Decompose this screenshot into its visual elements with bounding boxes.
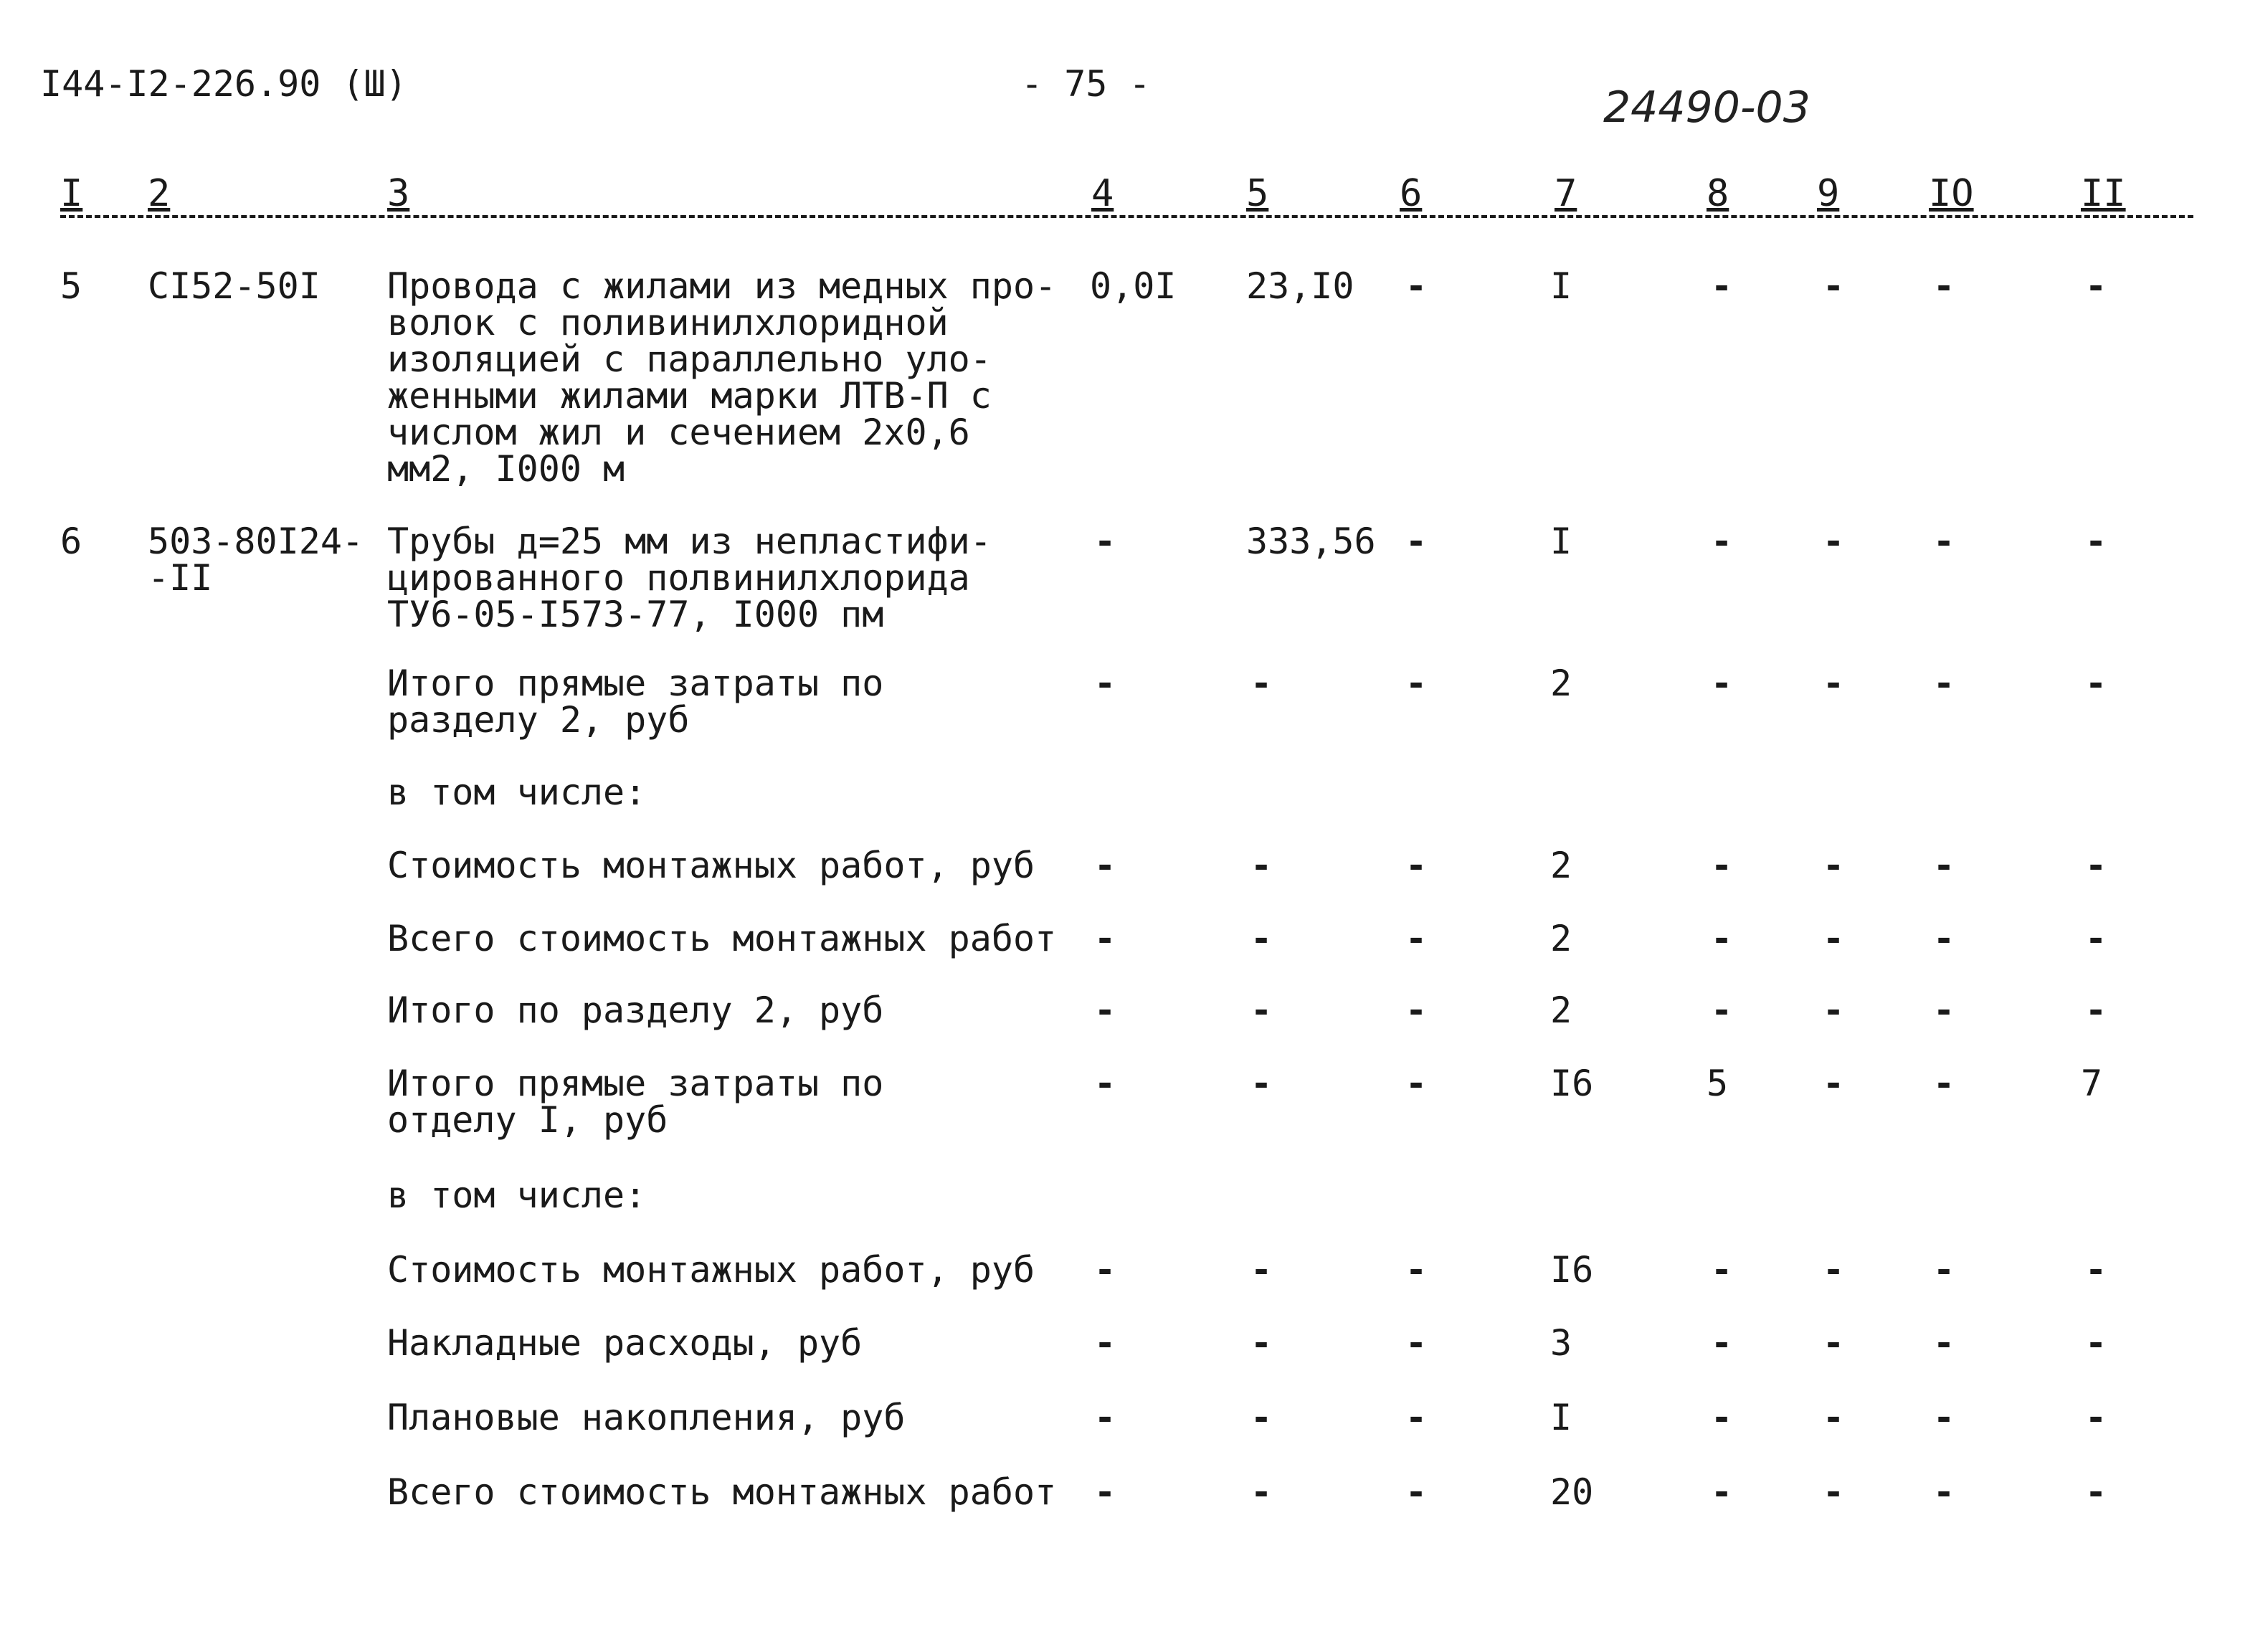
- empty-value-dash: -: [1933, 1397, 1955, 1438]
- empty-value-dash: -: [1250, 989, 1273, 1031]
- value-cell: 3: [1550, 1322, 1572, 1364]
- empty-value-dash: -: [1250, 663, 1273, 704]
- value-cell: I: [1550, 521, 1572, 562]
- item-description: Итого прямые затраты по отделу I, руб: [387, 1063, 884, 1141]
- empty-value-dash: -: [2085, 1249, 2107, 1291]
- empty-value-dash: -: [2085, 989, 2107, 1031]
- item-description: Провода с жилами из медных про- волок с поливинилхлоридной изоляцией с параллельно уло- женными жилами марки ЛТВ-П с числом жил и сечением 2х0,6 мм2, I000 м: [387, 265, 1057, 490]
- column-header: 8: [1707, 172, 1729, 215]
- item-code: 503-80I24- -II: [148, 521, 364, 599]
- item-code: CI52-50I: [148, 265, 321, 307]
- empty-value-dash: -: [1711, 1397, 1733, 1438]
- value-cell: 2: [1550, 989, 1572, 1031]
- document-code: I44-I2-226.90 (Ш): [40, 63, 407, 105]
- column-header: 4: [1091, 172, 1114, 215]
- item-description: Плановые накопления, руб: [387, 1397, 906, 1438]
- empty-value-dash: -: [1823, 1322, 1845, 1364]
- empty-value-dash: -: [1711, 663, 1733, 704]
- empty-value-dash: -: [1823, 521, 1845, 562]
- empty-value-dash: -: [1711, 265, 1733, 307]
- value-cell: 20: [1550, 1471, 1594, 1513]
- empty-value-dash: -: [2085, 663, 2107, 704]
- empty-value-dash: -: [2085, 845, 2107, 886]
- empty-value-dash: -: [2085, 918, 2107, 959]
- empty-value-dash: -: [1094, 521, 1116, 562]
- empty-value-dash: -: [1405, 845, 1428, 886]
- empty-value-dash: -: [1933, 845, 1955, 886]
- empty-value-dash: -: [1933, 1471, 1955, 1513]
- empty-value-dash: -: [1405, 521, 1428, 562]
- empty-value-dash: -: [1823, 1471, 1845, 1513]
- item-description: Накладные расходы, руб: [387, 1322, 863, 1364]
- empty-value-dash: -: [1405, 918, 1428, 959]
- empty-value-dash: -: [1094, 1397, 1116, 1438]
- value-cell: 23,I0: [1246, 265, 1354, 307]
- column-header: 2: [148, 172, 171, 215]
- empty-value-dash: -: [1405, 265, 1428, 307]
- empty-value-dash: -: [1405, 1249, 1428, 1291]
- item-description: Итого по разделу 2, руб: [387, 989, 884, 1031]
- empty-value-dash: -: [1933, 1322, 1955, 1364]
- empty-value-dash: -: [1823, 663, 1845, 704]
- empty-value-dash: -: [1823, 265, 1845, 307]
- empty-value-dash: -: [1094, 1322, 1116, 1364]
- column-header: 6: [1400, 172, 1423, 215]
- column-header: I: [60, 172, 83, 215]
- empty-value-dash: -: [2085, 521, 2107, 562]
- empty-value-dash: -: [1250, 1471, 1273, 1513]
- empty-value-dash: -: [1094, 845, 1116, 886]
- handwritten-stamp: 24490-03: [1603, 82, 1810, 133]
- empty-value-dash: -: [1933, 918, 1955, 959]
- empty-value-dash: -: [1711, 1322, 1733, 1364]
- empty-value-dash: -: [1405, 1471, 1428, 1513]
- empty-value-dash: -: [1405, 989, 1428, 1031]
- empty-value-dash: -: [1823, 918, 1845, 959]
- item-description: Стоимость монтажных работ, руб: [387, 845, 1035, 886]
- empty-value-dash: -: [1823, 1397, 1845, 1438]
- empty-value-dash: -: [1094, 918, 1116, 959]
- empty-value-dash: -: [1823, 1249, 1845, 1291]
- column-header: II: [2081, 172, 2126, 215]
- value-cell: I: [1550, 1397, 1572, 1438]
- empty-value-dash: -: [1094, 1063, 1116, 1104]
- empty-value-dash: -: [1711, 1249, 1733, 1291]
- empty-value-dash: -: [1711, 989, 1733, 1031]
- item-description: Всего стоимость монтажных работ: [387, 918, 1057, 959]
- empty-value-dash: -: [1094, 1471, 1116, 1513]
- empty-value-dash: -: [1711, 521, 1733, 562]
- item-description: Трубы д=25 мм из непластифи- цированного полвинилхлорида ТУ6-05-I573-77, I000 пм: [387, 521, 992, 635]
- item-description: в том числе:: [387, 1174, 647, 1216]
- item-description: Итого прямые затраты по разделу 2, руб: [387, 663, 884, 741]
- value-cell: 7: [2081, 1063, 2103, 1104]
- page-number: - 75 -: [1021, 63, 1151, 105]
- column-header: 5: [1246, 172, 1269, 215]
- header-divider: [60, 215, 2193, 218]
- row-number: 5: [60, 265, 82, 307]
- item-description: в том числе:: [387, 772, 647, 813]
- empty-value-dash: -: [1250, 1322, 1273, 1364]
- empty-value-dash: -: [1405, 1063, 1428, 1104]
- empty-value-dash: -: [1405, 663, 1428, 704]
- value-cell: 2: [1550, 918, 1572, 959]
- empty-value-dash: -: [1250, 1063, 1273, 1104]
- item-description: Всего стоимость монтажных работ: [387, 1471, 1057, 1513]
- empty-value-dash: -: [1823, 1063, 1845, 1104]
- column-header: 3: [387, 172, 410, 215]
- empty-value-dash: -: [1250, 1397, 1273, 1438]
- empty-value-dash: -: [1250, 845, 1273, 886]
- empty-value-dash: -: [1823, 989, 1845, 1031]
- empty-value-dash: -: [1933, 663, 1955, 704]
- value-cell: 5: [1707, 1063, 1729, 1104]
- row-number: 6: [60, 521, 82, 562]
- value-cell: I6: [1550, 1063, 1594, 1104]
- empty-value-dash: -: [1823, 845, 1845, 886]
- empty-value-dash: -: [1711, 845, 1733, 886]
- column-header: 7: [1555, 172, 1577, 215]
- empty-value-dash: -: [2085, 1471, 2107, 1513]
- empty-value-dash: -: [1711, 1471, 1733, 1513]
- empty-value-dash: -: [2085, 265, 2107, 307]
- empty-value-dash: -: [1094, 663, 1116, 704]
- empty-value-dash: -: [1711, 918, 1733, 959]
- empty-value-dash: -: [1933, 265, 1955, 307]
- empty-value-dash: -: [1933, 1249, 1955, 1291]
- value-cell: 2: [1550, 663, 1572, 704]
- empty-value-dash: -: [1933, 989, 1955, 1031]
- item-description: Стоимость монтажных работ, руб: [387, 1249, 1035, 1291]
- empty-value-dash: -: [1250, 1249, 1273, 1291]
- value-cell: 0,0I: [1090, 265, 1177, 307]
- value-cell: 333,56: [1246, 521, 1376, 562]
- empty-value-dash: -: [2085, 1397, 2107, 1438]
- empty-value-dash: -: [1405, 1397, 1428, 1438]
- empty-value-dash: -: [1094, 1249, 1116, 1291]
- empty-value-dash: -: [1405, 1322, 1428, 1364]
- empty-value-dash: -: [1933, 1063, 1955, 1104]
- value-cell: I6: [1550, 1249, 1594, 1291]
- empty-value-dash: -: [2085, 1322, 2107, 1364]
- column-header: IO: [1929, 172, 1974, 215]
- column-header: 9: [1817, 172, 1840, 215]
- empty-value-dash: -: [1933, 521, 1955, 562]
- empty-value-dash: -: [1094, 989, 1116, 1031]
- value-cell: 2: [1550, 845, 1572, 886]
- value-cell: I: [1550, 265, 1572, 307]
- empty-value-dash: -: [1250, 918, 1273, 959]
